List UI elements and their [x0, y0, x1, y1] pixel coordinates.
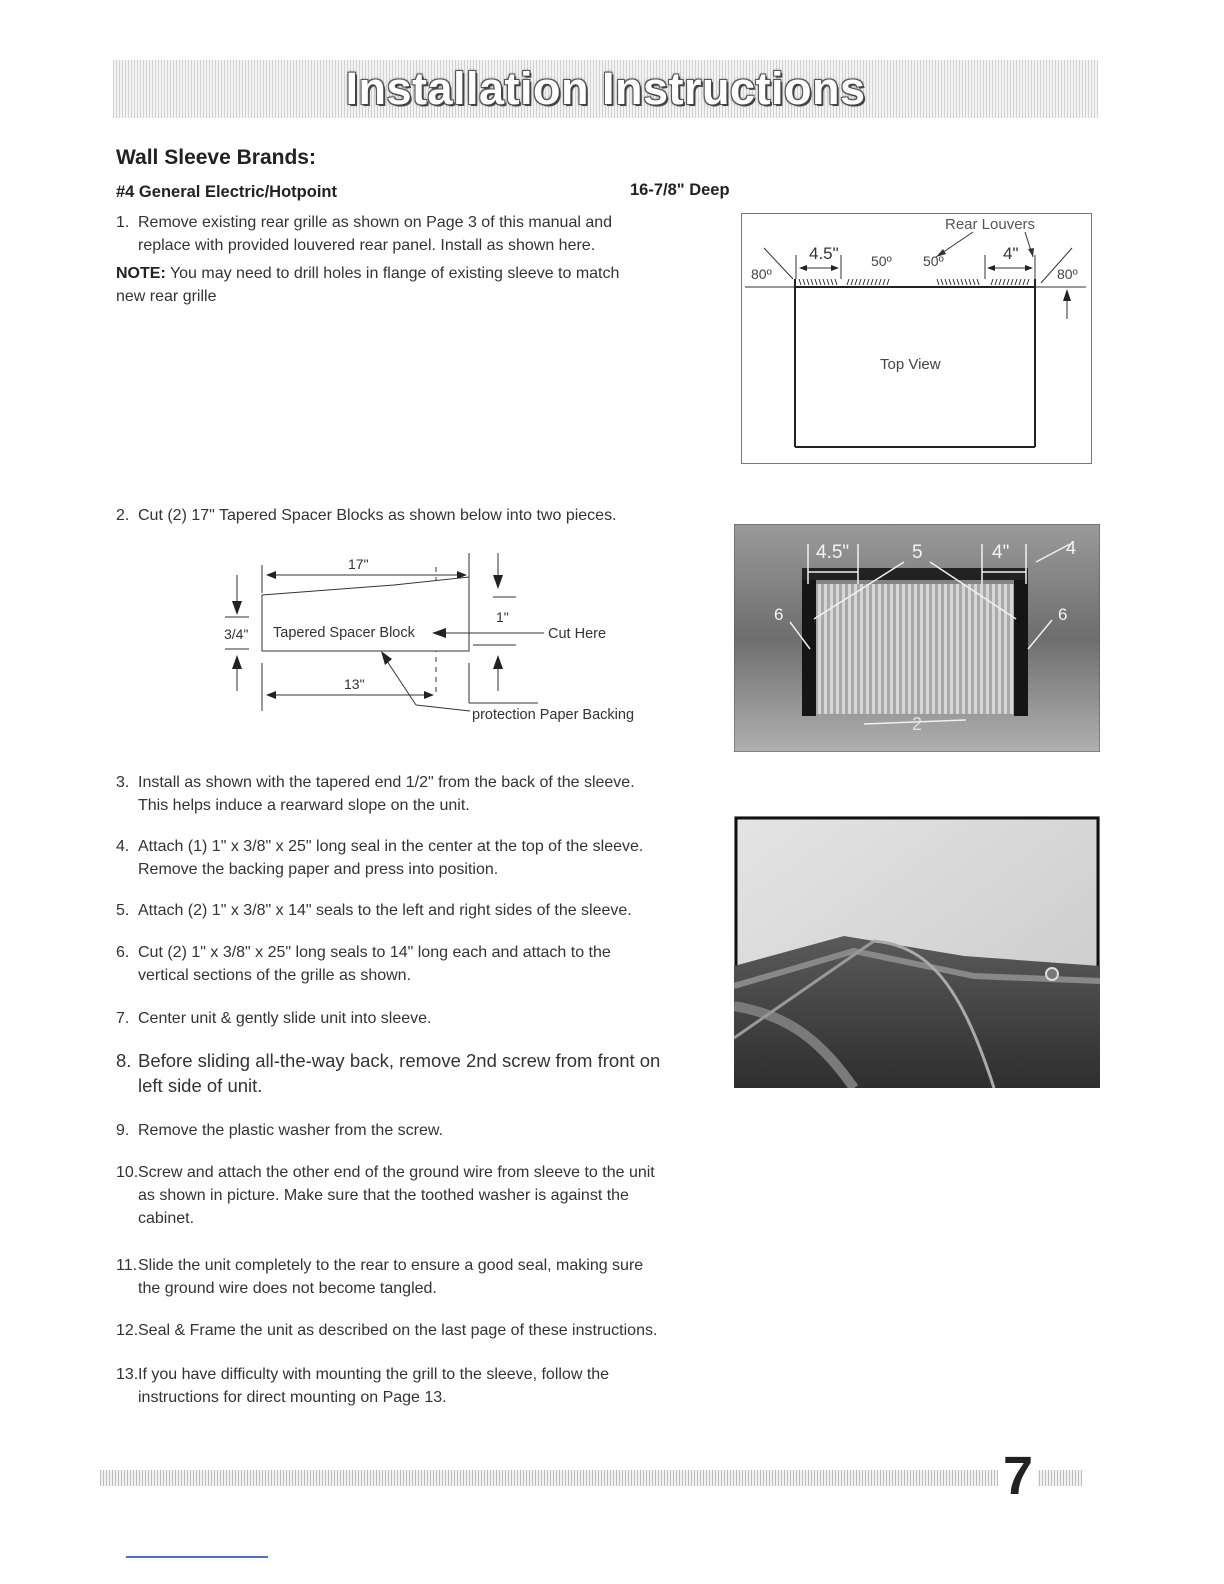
- step-text: Cut (2) 1" x 3/8" x 25" long seals to 14" long each and attach to the: [138, 944, 611, 961]
- section-title: Wall Sleeve Brands:: [116, 146, 316, 169]
- step-number: 10.: [116, 1164, 139, 1181]
- step-text: Center unit & gently slide unit into sleeve.: [138, 1010, 432, 1027]
- step-7: [116, 1007, 432, 1030]
- photo-label: 2: [912, 714, 923, 734]
- step-text: vertical sections of the grille as shown.: [138, 967, 412, 984]
- left-dimension: 4.5": [809, 244, 839, 263]
- thickness-3-4: 3/4": [224, 626, 249, 642]
- step-number: 13.: [116, 1366, 139, 1383]
- step-text: Seal & Frame the unit as described on the last page of these instructions.: [138, 1322, 658, 1339]
- spacer-block-diagram: [218, 545, 668, 730]
- backing-label: protection Paper Backing: [472, 707, 635, 723]
- step-text: Before sliding all-the-way back, remove 2nd screw from front on: [138, 1050, 661, 1071]
- step-text: Remove the plastic washer from the screw.: [138, 1122, 444, 1139]
- photo-label: 6: [774, 605, 784, 624]
- step-9: [116, 1119, 443, 1142]
- step-2: [116, 504, 617, 527]
- step-5: [116, 899, 632, 922]
- step-number: 4.: [116, 838, 130, 855]
- step-text: Attach (2) 1" x 3/8" x 14" seals to the left and right sides of the sleeve.: [138, 902, 632, 919]
- page-title: Installation Instructions: [345, 63, 866, 114]
- footer-bar: [100, 1470, 1082, 1486]
- step-text: instructions for direct mounting on Page 13.: [138, 1389, 447, 1406]
- model-name: #4 General Electric/Hotpoint: [116, 183, 337, 201]
- step-text: Remove existing rear grille as shown on Page 3 of this manual and: [138, 214, 613, 231]
- page-number: 7: [998, 1446, 1038, 1506]
- step-number: 9.: [116, 1122, 130, 1139]
- photo-label: 4": [992, 542, 1010, 563]
- angle-label: 50º: [923, 253, 944, 269]
- step-4: [116, 835, 643, 881]
- top-view-diagram: [741, 213, 1092, 465]
- step-text: Attach (1) 1" x 3/8" x 25" long seal in the center at the top of the sleeve.: [138, 838, 644, 855]
- step-text: the ground wire does not become tangled.: [138, 1280, 437, 1297]
- note: [116, 262, 716, 308]
- step-text: Install as shown with the tapered end 1/2" from the back of the sleeve.: [138, 774, 635, 791]
- step-text: If you have difficulty with mounting the grill to the sleeve, follow the: [138, 1366, 610, 1383]
- step-text: Slide the unit completely to the rear to ensure a good seal, making sure: [138, 1257, 644, 1274]
- step-number: 11.: [116, 1257, 138, 1274]
- note-text: You may need to drill holes in flange of existing sleeve to match: [165, 265, 620, 282]
- step-text: as shown in picture. Make sure that the toothed washer is against the: [138, 1187, 629, 1204]
- photo-label: 6: [1058, 605, 1068, 624]
- angle-label: 50º: [871, 253, 892, 269]
- step-3: [116, 771, 635, 817]
- step-text: Screw and attach the other end of the ground wire from sleeve to the unit: [138, 1164, 655, 1181]
- right-dimension: 4": [1003, 244, 1019, 263]
- model-depth: 16-7/8" Deep: [630, 181, 730, 199]
- photo-label: 4: [1066, 538, 1077, 558]
- step-text: This helps induce a rearward slope on the unit.: [138, 797, 470, 814]
- step-text: left side of unit.: [138, 1075, 263, 1096]
- top-view-label: Top View: [880, 356, 941, 373]
- note-label: NOTE:: [116, 265, 166, 282]
- header-banner: [113, 60, 1098, 118]
- step-number: 12.: [116, 1322, 139, 1339]
- step-8: [116, 1048, 660, 1098]
- block-label: Tapered Spacer Block: [273, 625, 415, 641]
- step-text: replace with provided louvered rear panel. Install as shown here.: [138, 237, 596, 254]
- step-number: 1.: [116, 214, 130, 231]
- step-number: 6.: [116, 944, 130, 961]
- cut-here-label: Cut Here: [548, 626, 607, 642]
- step-10: [116, 1161, 655, 1230]
- step-1: [116, 211, 612, 257]
- right-angle: 80º: [1057, 266, 1078, 282]
- thickness-1: 1": [496, 609, 509, 625]
- ground-wire-photo: [734, 816, 1100, 1088]
- step-6: [116, 941, 611, 987]
- step-number: 7.: [116, 1010, 130, 1027]
- step-13: [116, 1363, 609, 1409]
- left-angle: 80º: [751, 266, 772, 282]
- step-text: Cut (2) 17" Tapered Spacer Blocks as shown below into two pieces.: [138, 507, 617, 524]
- length-17: 17": [348, 556, 369, 572]
- note-text: new rear grille: [116, 288, 217, 305]
- step-text: Remove the backing paper and press into position.: [138, 861, 499, 878]
- length-13: 13": [344, 676, 365, 692]
- photo-label: 5: [912, 542, 923, 563]
- step-number: 8.: [116, 1050, 132, 1071]
- step-number: 3.: [116, 774, 130, 791]
- sleeve-photo: [734, 524, 1100, 752]
- step-11: [116, 1254, 643, 1300]
- photo-label: 4.5": [816, 542, 850, 563]
- step-12: [116, 1319, 657, 1342]
- step-text: cabinet.: [138, 1210, 195, 1227]
- step-number: 5.: [116, 902, 130, 919]
- step-number: 2.: [116, 507, 130, 524]
- rear-louvers-label: Rear Louvers: [945, 216, 1036, 233]
- bottom-rule: [126, 1556, 268, 1558]
